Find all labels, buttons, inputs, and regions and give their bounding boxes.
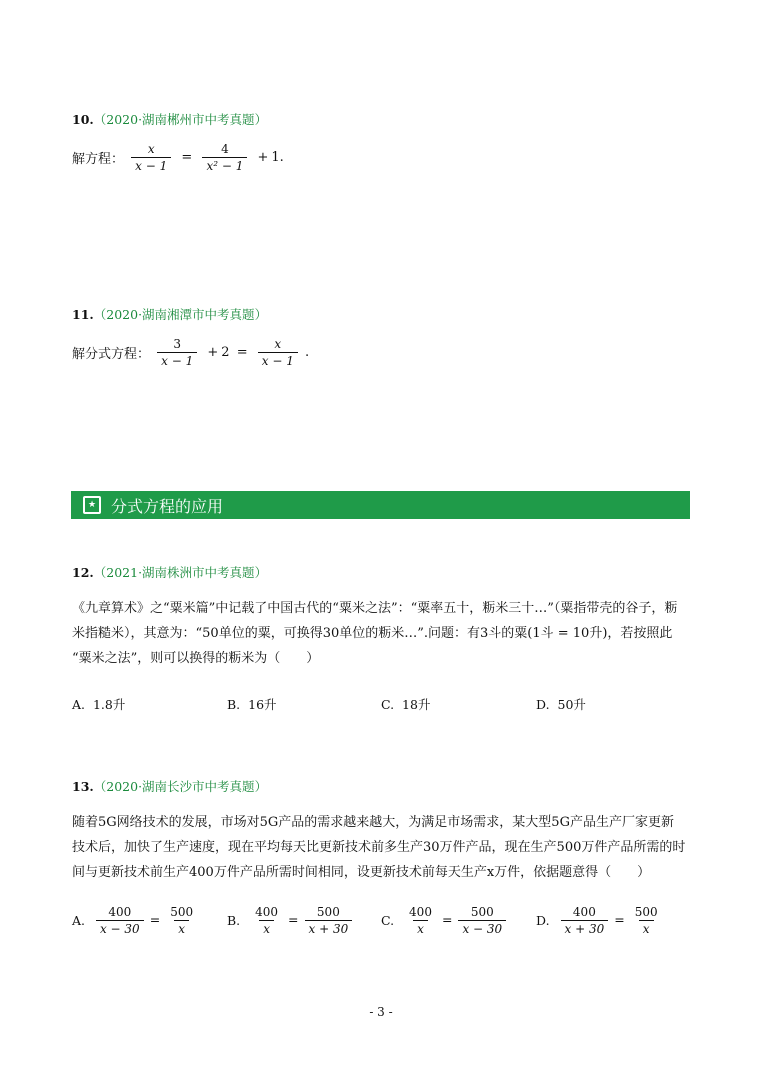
q13-source: 2020·湖南长沙市中考真题 [106, 779, 255, 794]
section-banner [71, 491, 690, 519]
q13-header: 13.（2020·湖南长沙市中考真题） [72, 779, 268, 794]
q12-option-b[interactable]: B. 16升 [227, 697, 277, 712]
q11-fraction-left: $\frac{3}{x - 1}$ [157, 337, 197, 368]
q12-option-d[interactable]: D. 50升 [536, 697, 586, 712]
q11-header: 11.（2020·湖南湘潭市中考真题） [72, 307, 268, 322]
q10-source: 2020·湖南郴州市中考真题 [106, 112, 255, 127]
q12-source: 2021·湖南株洲市中考真题 [106, 565, 255, 580]
q12-option-c[interactable]: C. 18升 [381, 697, 431, 712]
q12-header: 12.（2021·湖南株洲市中考真题） [72, 565, 268, 580]
q11-fraction-right: $\frac{x}{x - 1}$ [258, 337, 298, 368]
bookmark-star-icon: ★ [83, 496, 101, 514]
q12-body: 《九章算术》之“粟米篇”中记载了中国古代的“粟米之法”：“粟率五十，粝米三十…”（粟指带壳的谷子，粝 米指糙米），其意为：“50单位的粟，可换得30单位的粝米…”.问题：有3斗的粟(1斗 = 10升)，若按照此 “粟米之法”，则可以换得的粝米为（ ） [72, 601, 678, 666]
q12-number: 12. [72, 565, 94, 580]
q13-option-d[interactable]: D. $\frac{400}{x + 30}$ = $\frac{500}{x}$ [536, 905, 658, 936]
q13-option-a[interactable]: A. $\frac{400}{x - 30}$ = $\frac{500}{x}$ [72, 905, 194, 936]
q10-header: 10.（2020·湖南郴州市中考真题） [72, 112, 268, 127]
q13-number: 13. [72, 779, 94, 794]
q11-problem: 解分式方程： $\frac{3}{x - 1}$ + 2 = $\frac{x}{x - 1}$ . [72, 337, 310, 368]
q10-fraction-right: $\frac{4}{\text{x² − 1}}$ [202, 142, 247, 173]
section-title: 分式方程的应用 [111, 496, 224, 516]
q13-option-c[interactable]: C. $\frac{400}{x}$ = $\frac{500}{x - 30}$ [381, 905, 509, 936]
q13-body: 随着5G网络技术的发展，市场对5G产品的需求越来越大，为满足市场需求，某大型5G产品生产厂家更新 技术后，加快了生产速度，现在平均每天比更新技术前多生产30万件产品，现在生产500万件产品所需的时 间与更新技术前生产400万件产品所需时间相同，设更新技术前每天生产x万件，依据题意得（ ） [72, 815, 686, 880]
q11-source: 2020·湖南湘潭市中考真题 [106, 307, 255, 322]
q13-option-b[interactable]: B. $\frac{400}{x}$ = $\frac{500}{x + 30}$ [227, 905, 355, 936]
q12-option-a[interactable]: A. 1.8升 [72, 697, 126, 712]
q10-number: 10. [72, 112, 94, 127]
q11-number: 11. [72, 307, 94, 322]
q10-fraction-left: $\frac{x}{x - 1}$ [131, 142, 171, 173]
page-number: - 3 - [369, 1005, 393, 1019]
q10-problem: 解方程： $\frac{x}{x - 1}$ = $\frac{4}{\text{x² − 1}}$ + 1. [72, 142, 284, 173]
